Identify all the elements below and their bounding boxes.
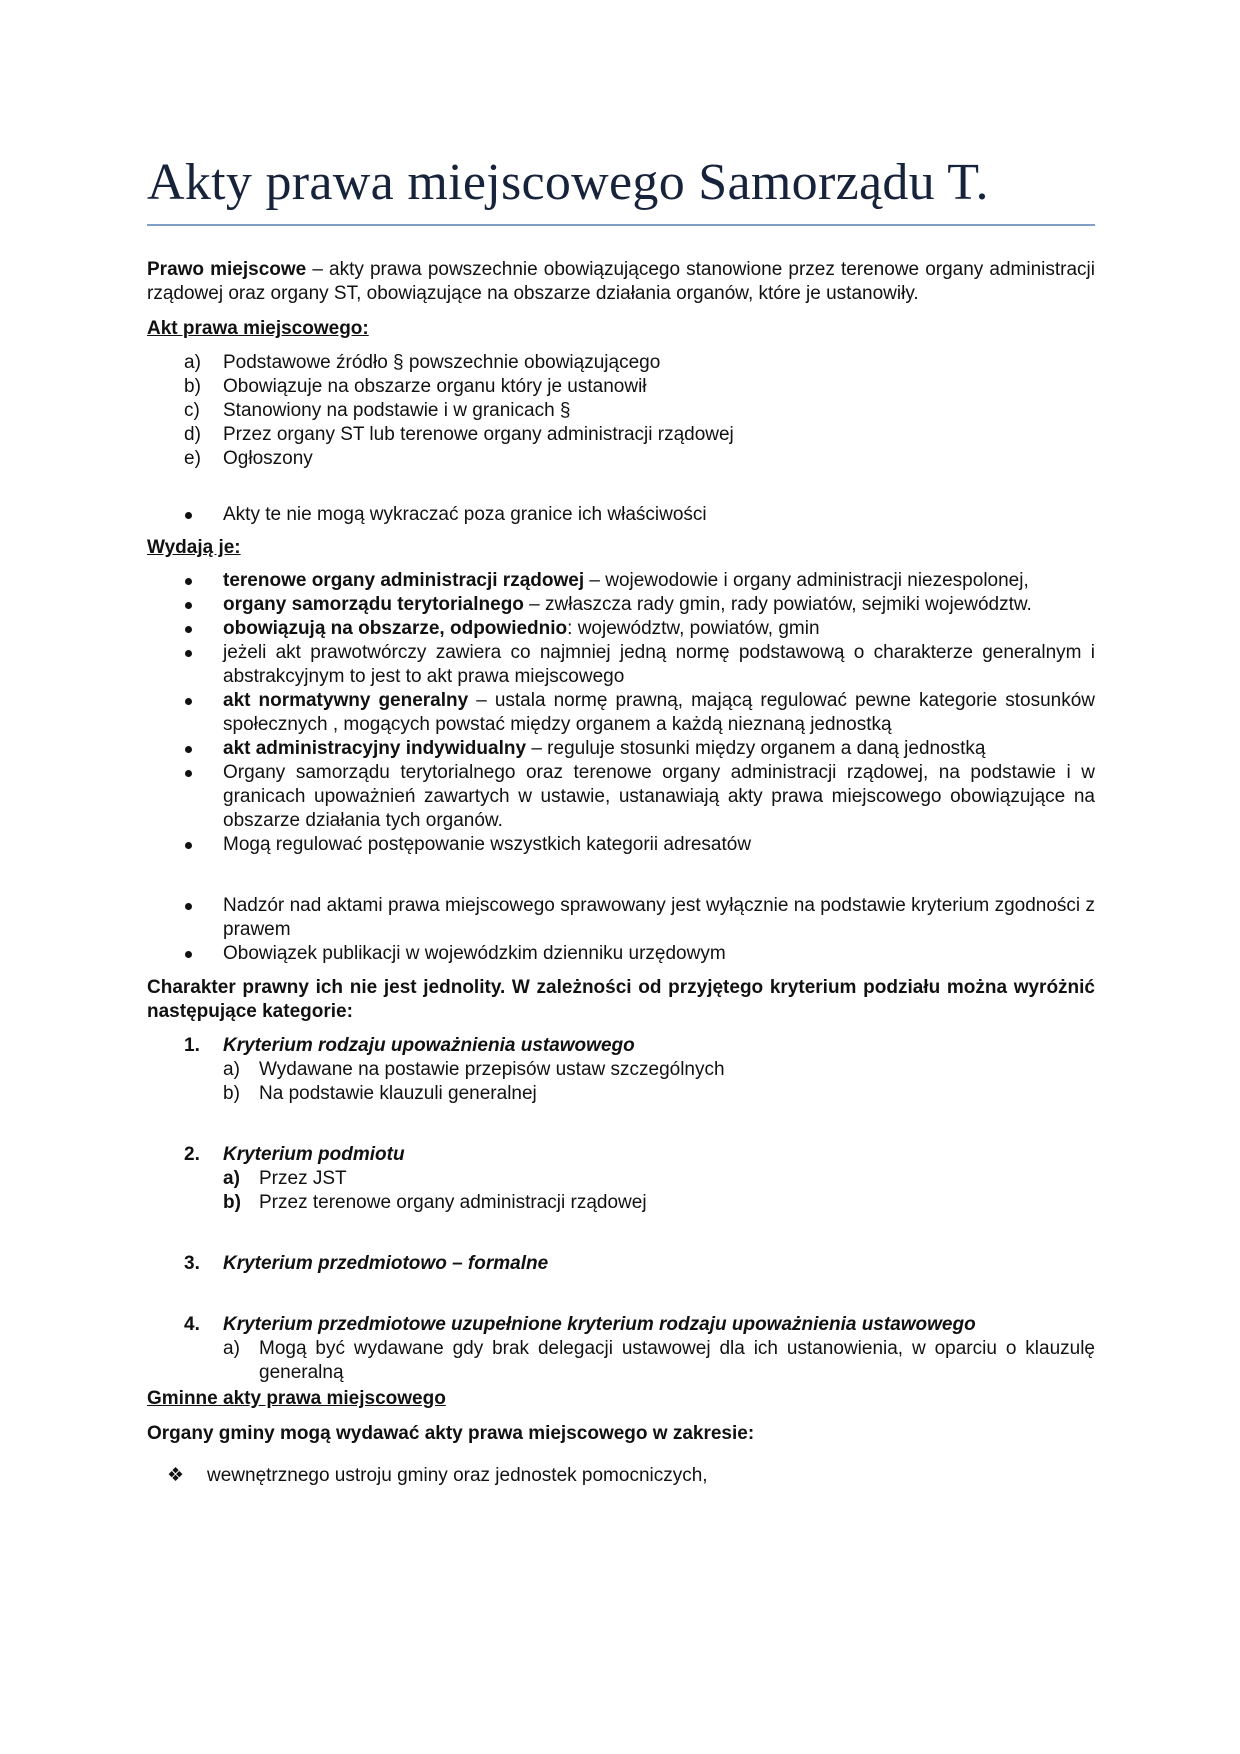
list-item: a) Wydawane na postawie przepisów ustaw szczególnych	[223, 1059, 725, 1080]
wydaja-heading: Wydają je:	[147, 537, 241, 558]
nadzor-list	[147, 894, 1095, 966]
page-title: Akty prawa miejscowego Samorządu T.	[147, 154, 989, 211]
list-item: b) Przez terenowe organy administracji rządowej	[223, 1192, 647, 1213]
criterion-title: 1. Kryterium rodzaju upoważnienia ustawowego	[184, 1035, 635, 1056]
charakter-paragraph: Charakter prawny ich nie jest jednolity. W zależności od przyjętego kryterium podziału można wyróżnić następujące kategorie:	[147, 977, 1095, 1022]
bullet-icon	[185, 650, 192, 657]
criterion-title: 4. Kryterium przedmiotowe uzupełnione kryterium rodzaju upoważnienia ustawowego	[184, 1314, 976, 1335]
list-item: organy samorządu terytorialnego – zwłaszcza rady gmin, rady powiatów, sejmiki województw.	[147, 593, 1095, 617]
list-item: c) Stanowiony na podstawie i w granicach §	[184, 400, 571, 421]
list-item: b) Na podstawie klauzuli generalnej	[223, 1083, 537, 1104]
criterion-title: 2. Kryterium podmiotu	[184, 1144, 405, 1165]
list-item: a) Przez JST	[223, 1168, 347, 1189]
gminne-paragraph: Organy gminy mogą wydawać akty prawa miejscowego w zakresie:	[147, 1423, 755, 1444]
list-item: akt administracyjny indywidualny – reguluje stosunki między organem a daną jednostką	[147, 737, 1095, 761]
bullet-icon	[185, 626, 192, 633]
akt-bullet-list	[147, 503, 1095, 527]
list-item: Organy samorządu terytorialnego oraz terenowe organy administracji rządowej, na podstawie i w granicach upoważnień zawartych w ustawie, ustanawiają akty prawa miejscowego obowiązujące na obszarze działania tych organów.	[147, 761, 1095, 833]
list-item: obowiązują na obszarze, odpowiednio: województw, powiatów, gmin	[147, 617, 1095, 641]
list-item: jeżeli akt prawotwórczy zawiera co najmniej jedną normę podstawową o charakterze generalnym i abstrakcyjnym to jest to akt prawa miejscowego	[147, 641, 1095, 689]
list-item: ❖ wewnętrznego ustroju gminy oraz jednostek pomocniczych,	[167, 1465, 708, 1486]
bullet-icon	[185, 903, 192, 910]
bullet-icon	[185, 770, 192, 777]
list-item: d) Przez organy ST lub terenowe organy administracji rządowej	[184, 424, 734, 445]
list-item: terenowe organy administracji rządowej – wojewodowie i organy administracji niezespolonej,	[147, 569, 1095, 593]
list-item: a) Mogą być wydawane gdy brak delegacji ustawowej dla ich ustanowienia, w oparciu o klauzulę generalną	[223, 1338, 1095, 1383]
list-item: Akty te nie mogą wykraczać poza granice ich właściwości	[147, 503, 1095, 527]
bullet-icon	[185, 746, 192, 753]
list-item: akt normatywny generalny – ustala normę prawną, mającą regulować pewne kategorie stosunków społecznych , mogących powstać między organem a każdą nieznaną jednostką	[147, 689, 1095, 737]
list-item: Obowiązek publikacji w wojewódzkim dzienniku urzędowym	[147, 942, 1095, 966]
intro-paragraph	[147, 258, 1095, 306]
title-rule	[147, 224, 1095, 226]
bullet-icon	[185, 512, 192, 519]
bullet-icon	[185, 578, 192, 585]
wydaja-list	[147, 569, 1095, 857]
akt-heading: Akt prawa miejscowego:	[147, 318, 369, 339]
list-item: b) Obowiązuje na obszarze organu który je ustanowił	[184, 376, 647, 397]
list-item: Nadzór nad aktami prawa miejscowego sprawowany jest wyłącznie na podstawie kryterium zgodności z prawem	[147, 894, 1095, 942]
gminne-heading: Gminne akty prawa miejscowego	[147, 1388, 446, 1409]
bullet-icon	[185, 602, 192, 609]
criterion-subs	[147, 1058, 1095, 1106]
gminne-list	[147, 1464, 1095, 1488]
bullet-icon	[185, 698, 192, 705]
diamond-bullet-icon: ❖	[167, 1465, 185, 1486]
intro-term: Prawo miejscowe	[147, 259, 307, 280]
document-page	[147, 150, 1095, 1488]
criterion-subs	[147, 1167, 1095, 1215]
bullet-icon	[185, 951, 192, 958]
akt-list	[147, 351, 1095, 471]
criterion-title: 3. Kryterium przedmiotowo – formalne	[184, 1253, 549, 1274]
list-item: e) Ogłoszony	[184, 448, 313, 469]
intro-text: – akty prawa powszechnie obowiązującego stanowione przez terenowe organy administracji rządowej oraz organy ST, obowiązujące na obszarze działania organów, które je ustanowiły.	[147, 259, 1095, 304]
bullet-icon	[185, 842, 192, 849]
criterion-subs	[147, 1337, 1095, 1385]
list-item: a) Podstawowe źródło § powszechnie obowiązującego	[184, 352, 661, 373]
list-item: Mogą regulować postępowanie wszystkich kategorii adresatów	[147, 833, 1095, 857]
criteria-list	[147, 1034, 1095, 1385]
